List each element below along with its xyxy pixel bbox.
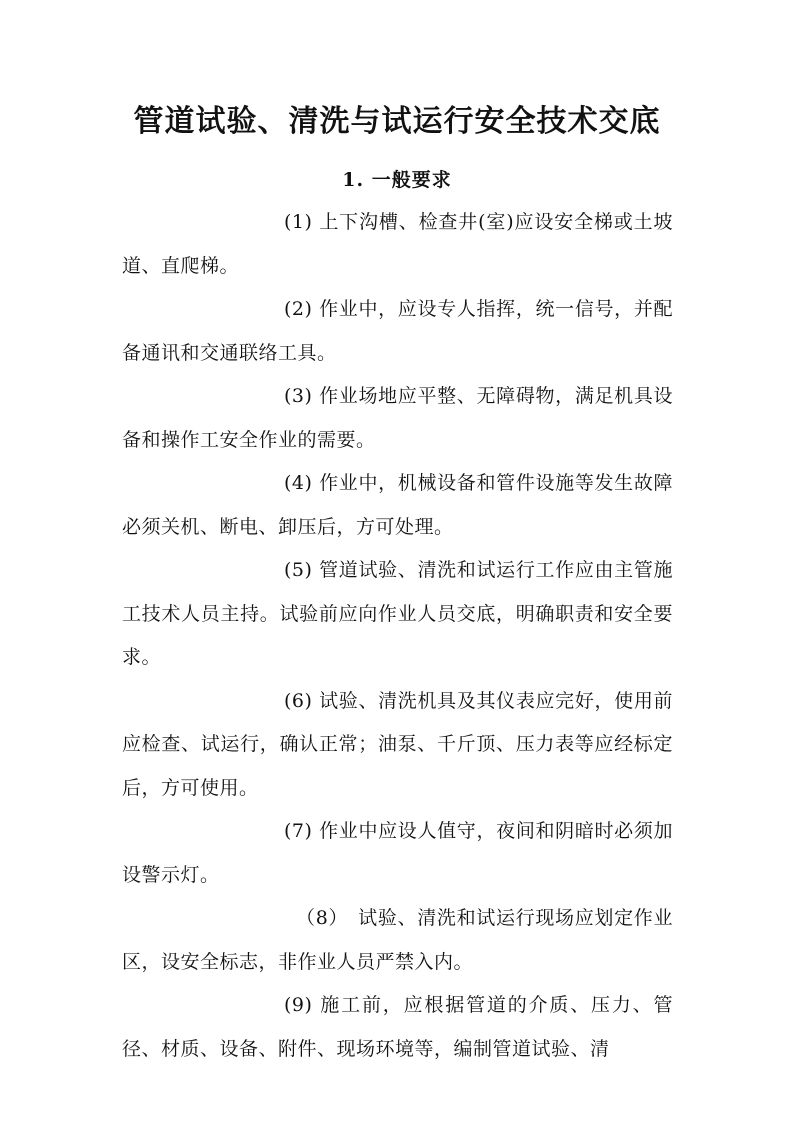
clause-number: (4) — [284, 472, 313, 494]
clause-5 — [122, 549, 673, 680]
clause-1 — [122, 201, 673, 288]
clause-text: 作业中，机械设备和管件设施等发生故障必须关机、断电、卸压后，方可处理。 — [122, 472, 673, 538]
clause-8 — [122, 897, 673, 984]
clause-number: (7) — [284, 820, 313, 842]
clause-list — [122, 201, 673, 1071]
clause-text: 上下沟槽、检查井(室)应设安全梯或土坡道、直爬梯。 — [122, 211, 673, 277]
clause-2 — [122, 288, 673, 375]
clause-3 — [122, 375, 673, 462]
clause-7 — [122, 810, 673, 897]
clause-number: (2) — [284, 298, 313, 320]
clause-text: 试验、清洗机具及其仪表应完好，使用前应检查、试运行，确认正常；油泵、千斤顶、压力表等应经标定后，方可使用。 — [122, 689, 673, 799]
clause-text: 作业场地应平整、无障碍物，满足机具设备和操作工安全作业的需要。 — [122, 385, 673, 451]
clause-number: (1) — [284, 211, 313, 233]
clause-number: (9) — [284, 994, 313, 1016]
clause-number: (6) — [284, 689, 313, 712]
clause-text: 作业中应设人值守，夜间和阴暗时必须加设警示灯。 — [122, 820, 673, 886]
clause-9 — [122, 984, 673, 1071]
clause-text: 管道试验、清洗和试运行工作应由主管施工技术人员主持。试验前应向作业人员交底，明确职责和安全要求。 — [122, 559, 673, 668]
clause-number: (3) — [284, 385, 313, 407]
clause-text: 施工前，应根据管道的介质、压力、管径、材质、设备、附件、现场环境等，编制管道试验、清 — [122, 994, 673, 1060]
clause-6 — [122, 680, 673, 811]
clause-number: （8） — [296, 907, 349, 929]
clause-text: 试验、清洗和试运行现场应划定作业区，设安全标志，非作业人员严禁入内。 — [122, 907, 673, 973]
clause-text: 作业中，应设专人指挥，统一信号，并配备通讯和交通联络工具。 — [122, 298, 673, 364]
clause-4 — [122, 462, 673, 549]
section-heading: 1. 一般要求 — [342, 169, 452, 191]
page-title: 管道试验、清洗与试运行安全技术交底 — [133, 104, 661, 139]
clause-number: (5) — [284, 559, 313, 581]
